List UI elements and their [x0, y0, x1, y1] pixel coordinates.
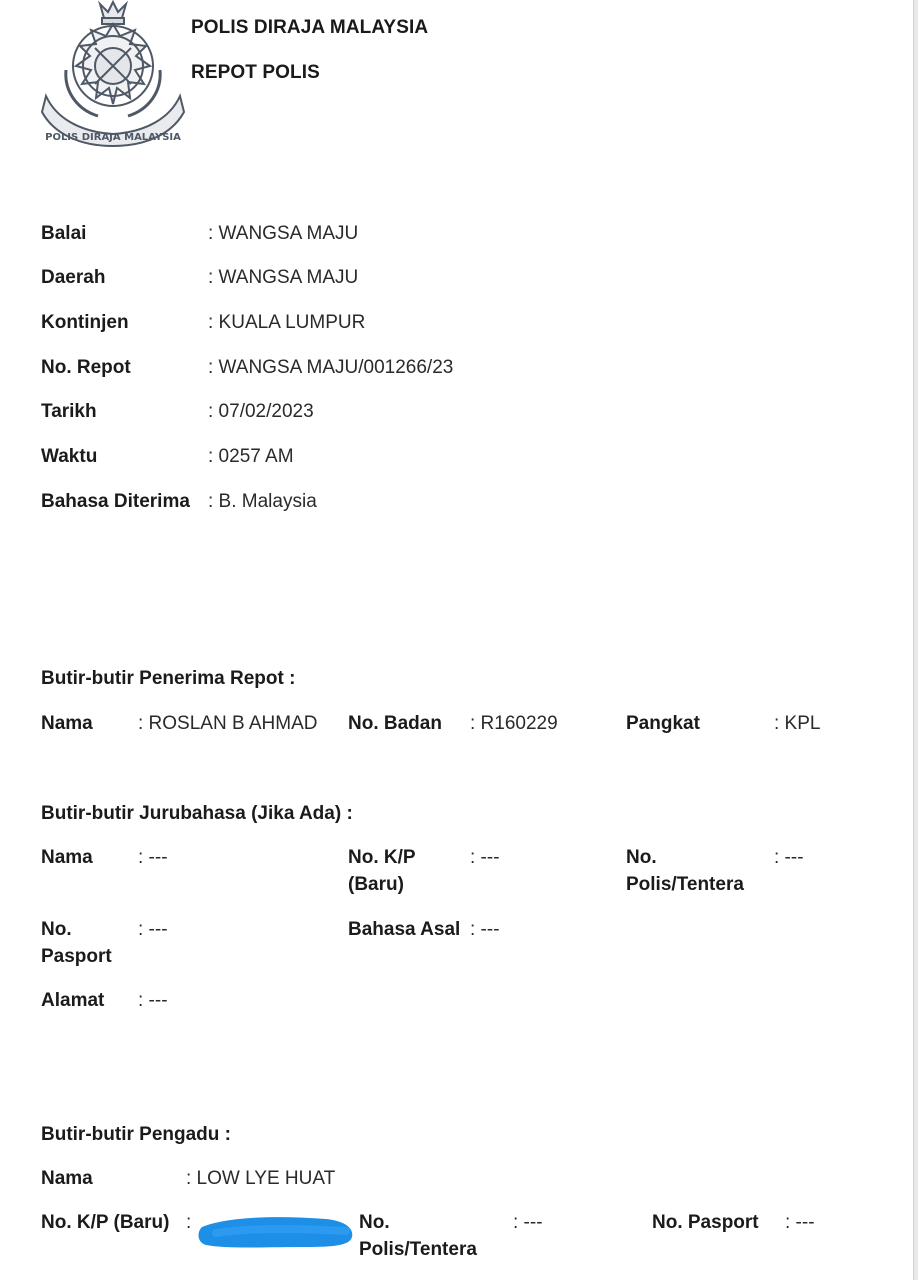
pengadu-polis-value: : ---	[513, 1212, 543, 1233]
jurubahasa-kp-label: No. K/P (Baru)	[348, 847, 416, 895]
jurubahasa-nama-value: : ---	[138, 847, 168, 868]
penerima-nama-label: Nama	[41, 713, 93, 734]
penerima-pangkat-label: Pangkat	[626, 713, 700, 734]
penerima-badan-label: No. Badan	[348, 713, 442, 734]
page-edge-divider	[913, 0, 918, 1280]
jurubahasa-polis-value: : ---	[774, 847, 804, 868]
value-no-repot: : WANGSA MAJU/001266/23	[208, 357, 454, 378]
value-waktu: : 0257 AM	[208, 446, 294, 467]
document-title: REPOT POLIS	[191, 62, 320, 83]
pengadu-pasport-value: : ---	[785, 1212, 815, 1233]
pengadu-heading: Butir-butir Pengadu :	[41, 1124, 231, 1145]
redaction-mark	[196, 1209, 356, 1251]
jurubahasa-nama-label: Nama	[41, 847, 93, 868]
label-tarikh: Tarikh	[41, 401, 97, 422]
pengadu-nama-label: Nama	[41, 1168, 93, 1189]
label-no-repot: No. Repot	[41, 357, 131, 378]
value-daerah: : WANGSA MAJU	[208, 267, 359, 288]
pengadu-kp-label: No. K/P (Baru)	[41, 1212, 170, 1233]
value-kontinjen: : KUALA LUMPUR	[208, 312, 366, 333]
pengadu-pasport-label: No. Pasport	[652, 1212, 759, 1233]
pengadu-polis-label: No. Polis/Tentera	[359, 1212, 477, 1260]
svg-text:POLIS DIRAJA MALAYSIA: POLIS DIRAJA MALAYSIA	[45, 132, 181, 143]
penerima-pangkat-value: : KPL	[774, 713, 821, 734]
jurubahasa-heading: Butir-butir Jurubahasa (Jika Ada) :	[41, 803, 353, 824]
label-bahasa-diterima: Bahasa Diterima	[41, 491, 190, 512]
label-kontinjen: Kontinjen	[41, 312, 129, 333]
jurubahasa-alamat-label: Alamat	[41, 990, 105, 1011]
jurubahasa-polis-label: No. Polis/Tentera	[626, 847, 744, 895]
pdrm-crest-icon	[40, 0, 186, 148]
value-balai: : WANGSA MAJU	[208, 223, 359, 244]
jurubahasa-pasport-label: No. Pasport	[41, 919, 112, 967]
label-daerah: Daerah	[41, 267, 106, 288]
jurubahasa-bahasa-value: : ---	[470, 919, 500, 940]
penerima-heading: Butir-butir Penerima Repot :	[41, 668, 296, 689]
jurubahasa-kp-value: : ---	[470, 847, 500, 868]
value-tarikh: : 07/02/2023	[208, 401, 314, 422]
jurubahasa-bahasa-label: Bahasa Asal	[348, 919, 461, 940]
pengadu-kp-value: :	[186, 1212, 192, 1233]
organization-name: POLIS DIRAJA MALAYSIA	[191, 17, 429, 38]
penerima-nama-value: : ROSLAN B AHMAD	[138, 713, 318, 734]
jurubahasa-alamat-value: : ---	[138, 990, 168, 1011]
label-waktu: Waktu	[41, 446, 98, 467]
label-balai: Balai	[41, 223, 87, 244]
value-bahasa-diterima: : B. Malaysia	[208, 491, 317, 512]
jurubahasa-pasport-value: : ---	[138, 919, 168, 940]
penerima-badan-value: : R160229	[470, 713, 558, 734]
pengadu-nama-value: : LOW LYE HUAT	[186, 1168, 336, 1189]
